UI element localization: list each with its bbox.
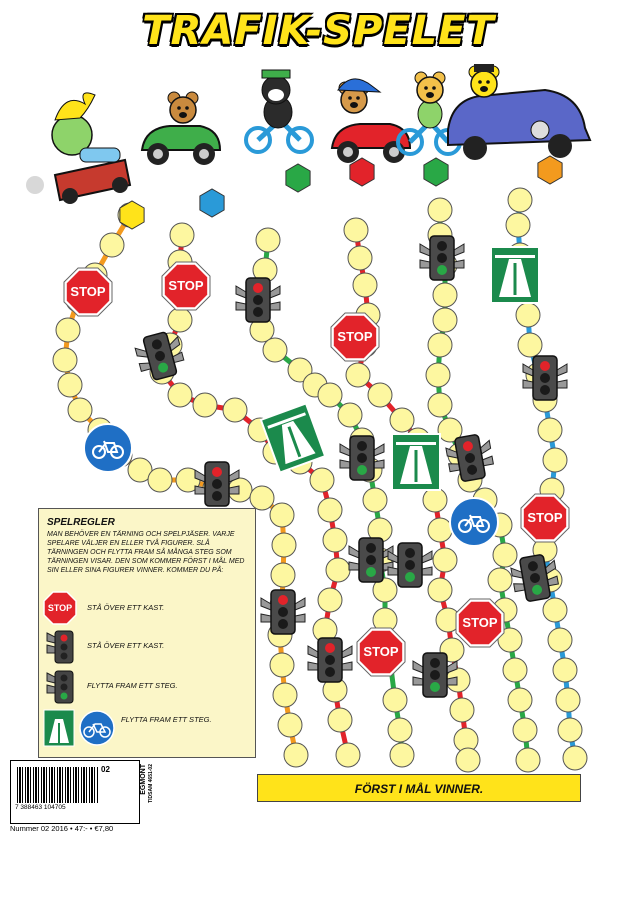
board-space [278, 713, 302, 737]
board-space [548, 628, 572, 652]
board-space [433, 283, 457, 307]
bear-blue-hat [338, 79, 380, 92]
stop-sign-space [521, 494, 569, 542]
stop-sign-space [162, 262, 210, 310]
board-space [272, 533, 296, 557]
start-hexagon-red [350, 158, 374, 186]
board-space [388, 718, 412, 742]
board-space [428, 198, 452, 222]
board-space [513, 718, 537, 742]
board-space [368, 383, 392, 407]
publisher-block [140, 762, 154, 822]
board-space [433, 308, 457, 332]
bear-in-green-car [168, 92, 198, 123]
board-space [318, 588, 342, 612]
board-space [168, 383, 192, 407]
board-space [193, 393, 217, 417]
stop-sign-icon [43, 591, 77, 625]
green-traffic-light-space [420, 236, 464, 280]
green-traffic-light-icon [45, 669, 85, 705]
board-space [538, 418, 562, 442]
board-space [508, 188, 532, 212]
board-space [53, 348, 77, 372]
green-car [142, 126, 220, 165]
board-space [100, 233, 124, 257]
board-space [270, 503, 294, 527]
board-space [323, 528, 347, 552]
rule-motorway-bike [39, 709, 257, 739]
rule-motorway-bike-text: FLYTTA FRAM ETT STEG. [121, 715, 212, 724]
stop-sign-label: STOP [337, 329, 373, 344]
board-space [353, 273, 377, 297]
barcode-issue: 02 [101, 765, 110, 774]
stop-sign-label: STOP [47, 603, 73, 613]
rules-intro: MAN BEHÖVER EN TÄRNING OCH SPELPJÄSER. VARJE SPELARE VÄLJER EN ELLER TVÅ FIGURER. SLÅ TÄRNINGEN OCH FLYTTA FRAM SÅ MÅNGA STEG SOM TÄRNINGEN VISAR. DEN SOM KOMMER FÖRST I MÅL MED SIN ELLER SINA FIGURER VINNER. KOMMER DU PÅ: [47, 531, 245, 574]
rule-stop [39, 591, 257, 621]
board-space [553, 658, 577, 682]
board-space [543, 448, 567, 472]
boy-legs [80, 148, 120, 162]
board-space [148, 468, 172, 492]
board-space [456, 748, 480, 772]
start-hexagon-orange [538, 156, 562, 184]
board-space [390, 743, 414, 767]
red-traffic-light-icon [45, 629, 85, 665]
board-space [284, 743, 308, 767]
stop-sign-space [456, 599, 504, 647]
board-space [363, 488, 387, 512]
board-space [271, 563, 295, 587]
car-headlight [531, 121, 549, 139]
green-traffic-light-space [388, 543, 432, 587]
bear-on-scooter [415, 72, 445, 103]
board-space [318, 498, 342, 522]
blue-convertible [448, 90, 590, 145]
price-line: Nummer 02 2016 • 47:- • €7,80 [10, 824, 114, 833]
driver-top-hat [474, 64, 494, 72]
board-space [428, 578, 452, 602]
board-space [263, 338, 287, 362]
start-hexagon-blue [200, 189, 224, 217]
stop-sign-label: STOP [527, 510, 563, 525]
board-space [428, 393, 452, 417]
board-space [503, 658, 527, 682]
board-space [433, 548, 457, 572]
car-wheel [548, 134, 572, 158]
stop-sign-label: STOP [363, 644, 399, 659]
board-space [223, 398, 247, 422]
barcode-number: 7 388463 104705 [15, 804, 66, 811]
board-space [270, 653, 294, 677]
board-space [426, 363, 450, 387]
stop-sign-label: STOP [168, 278, 204, 293]
rule-red-light-text: STÅ ÖVER ETT KAST. [87, 641, 165, 650]
stop-sign-label: STOP [70, 284, 106, 299]
finish-banner: FÖRST I MÅL VINNER. [257, 774, 581, 802]
board-space [336, 743, 360, 767]
board-space [56, 318, 80, 342]
board-space [556, 688, 580, 712]
stop-sign-label: STOP [462, 615, 498, 630]
start-hexagon-green [424, 158, 448, 186]
rule-green-light [39, 669, 257, 699]
board-space [390, 408, 414, 432]
stop-sign-space [64, 268, 112, 316]
board-space [423, 488, 447, 512]
rule-red-light [39, 629, 257, 659]
board-space [168, 308, 192, 332]
cat-face [268, 89, 284, 101]
red-traffic-light-space [236, 278, 280, 322]
start-hexagon-green [286, 164, 310, 192]
board-space [558, 718, 582, 742]
board-space [256, 228, 280, 252]
motorway-and-bicycle-icon [43, 709, 117, 749]
board-space [170, 223, 194, 247]
board-space [346, 363, 370, 387]
paper-smudge [26, 176, 44, 194]
board-space [68, 398, 92, 422]
board-space [516, 303, 540, 327]
board-space [508, 688, 532, 712]
board-space [518, 333, 542, 357]
go-kart-wheel [62, 188, 78, 204]
motorway-sign-space [392, 434, 440, 490]
board-space [328, 708, 352, 732]
stop-sign-space [331, 313, 379, 361]
red-traffic-light-space [308, 638, 352, 682]
board-space [273, 683, 297, 707]
board-space [563, 746, 587, 770]
board-space [348, 246, 372, 270]
publisher-code: TIDSAM 4651-02 [148, 764, 154, 803]
board-space [428, 518, 452, 542]
rule-stop-text: STÅ ÖVER ETT KAST. [87, 603, 165, 612]
board-space [450, 698, 474, 722]
red-traffic-light-space [261, 590, 305, 634]
cat-cap [262, 70, 290, 78]
rules-heading: SPELREGLER [47, 517, 115, 528]
bicycle-sign-space [450, 498, 498, 546]
board-space [344, 218, 368, 242]
publisher-name: EGMONT [140, 764, 147, 795]
board-space [428, 333, 452, 357]
board-space [493, 543, 517, 567]
go-kart-wheel [112, 177, 128, 193]
board-space [58, 373, 82, 397]
rules-panel [38, 508, 256, 758]
board-space [543, 598, 567, 622]
board-space [488, 568, 512, 592]
barcode [10, 760, 140, 824]
board-space [516, 748, 540, 772]
board-space [506, 213, 530, 237]
board-space [383, 688, 407, 712]
board-space [326, 558, 350, 582]
board-space [310, 468, 334, 492]
rule-green-light-text: FLYTTA FRAM ETT STEG. [87, 681, 178, 690]
boy-hair [55, 93, 95, 120]
barcode-lines [17, 767, 99, 803]
board-space [338, 403, 362, 427]
bear-green-shirt [418, 100, 442, 128]
car-wheel [463, 136, 487, 160]
board-space [250, 486, 274, 510]
stop-sign-space [357, 628, 405, 676]
board-space [318, 383, 342, 407]
game-title: TRAFIK-SPELET [142, 8, 495, 54]
motorway-sign-space [491, 247, 539, 303]
bicycle-sign-space [84, 424, 132, 472]
